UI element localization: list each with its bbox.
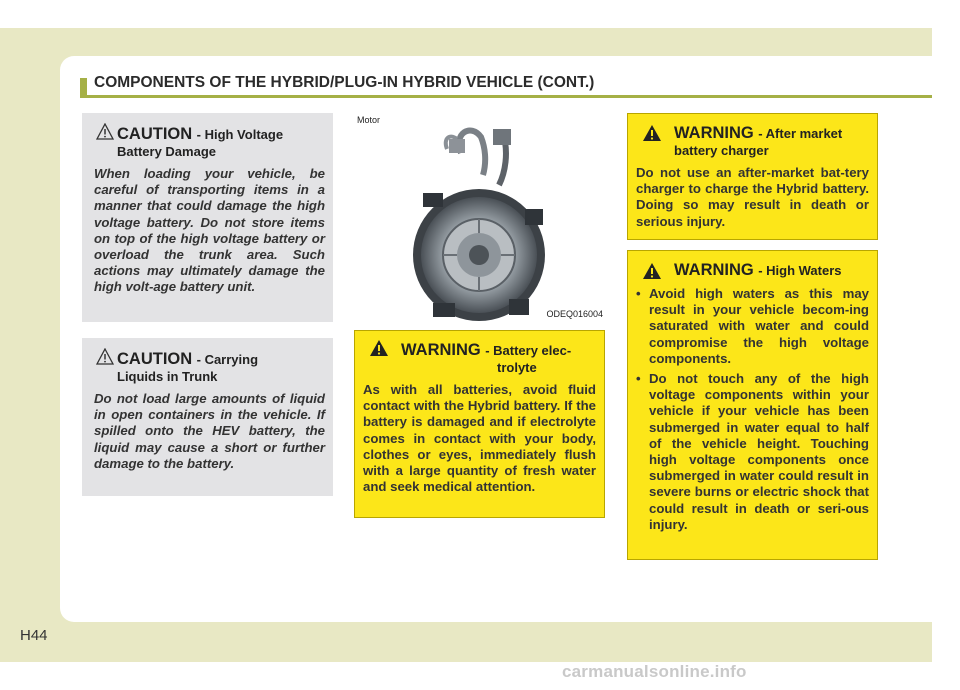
caution-body: Do not load large amounts of liquid in open containers in the vehicle. If spilled onto the HEV battery, the liquid may cause a short or further damage to the battery. bbox=[94, 391, 325, 471]
caution-title: - High Voltage bbox=[196, 127, 284, 142]
motor-photo bbox=[353, 113, 605, 321]
warning-box-electrolyte bbox=[354, 330, 605, 518]
warning-subtitle: battery charger bbox=[674, 143, 769, 158]
page-number: H44 bbox=[20, 627, 48, 644]
warning-triangle-icon bbox=[642, 124, 662, 142]
warning-subtitle: trolyte bbox=[497, 360, 537, 375]
warning-box-high-waters bbox=[627, 250, 878, 560]
photo-label: Motor bbox=[357, 115, 381, 125]
header-marker bbox=[80, 78, 87, 95]
warning-label: WARNING bbox=[674, 124, 754, 142]
warning-body: Do not use an after-market bat-tery charger to charge the Hybrid battery. Doing so may result in death or serious injury. bbox=[636, 165, 869, 229]
warning-title: - Battery elec- bbox=[485, 343, 572, 358]
warning-triangle-icon bbox=[369, 339, 389, 357]
section-title: COMPONENTS OF THE HYBRID/PLUG-IN HYBRID VEHICLE (CONT.) bbox=[94, 74, 595, 91]
warning-label: WARNING bbox=[674, 261, 754, 279]
warning-box-charger bbox=[627, 113, 878, 240]
warning-title: - After market bbox=[758, 126, 843, 141]
caution-body: When loading your vehicle, be careful of transporting items in a manner that could damage the high voltage battery. Do not store items on top of the high voltage battery or overload the trunk area. Such actions may ultimately damage the high volt-age battery unit. bbox=[94, 166, 325, 295]
warning-title: - High Waters bbox=[758, 263, 842, 278]
caution-triangle-icon bbox=[96, 123, 114, 140]
watermark: carmanualsonline.info bbox=[562, 662, 747, 681]
caution-subtitle: Liquids in Trunk bbox=[117, 369, 218, 384]
header-rule bbox=[80, 95, 932, 98]
caution-box-liquids bbox=[82, 338, 333, 496]
list-item: • Do not touch any of the high voltage components within your vehicle if your vehicle has been submerged in water equal to half of the vehicle height. Touching high voltage components once submerged in water could result in severe burns or electric shock that could result in death or seri-ous injury. bbox=[636, 371, 869, 533]
warning-label: WARNING bbox=[401, 341, 481, 359]
caution-label: CAUTION bbox=[117, 125, 193, 143]
motor-illustration bbox=[353, 113, 605, 321]
list-item: • Avoid high waters as this may result in your vehicle becom-ing saturated with water and could compromise the high voltage components. bbox=[636, 286, 869, 367]
caution-title: - Carrying bbox=[196, 352, 259, 367]
caution-triangle-icon bbox=[96, 348, 114, 365]
photo-code: ODEQ016004 bbox=[546, 309, 603, 319]
warning-body: As with all batteries, avoid fluid contact with the Hybrid battery. If the battery is damaged and if electrolyte comes in contact with your body, clothes or eyes, immediately flush with a large quantity of fresh water and seek medical attention. bbox=[363, 382, 596, 495]
section-header bbox=[80, 76, 932, 96]
warning-bullet-list bbox=[636, 286, 869, 533]
caution-subtitle: Battery Damage bbox=[117, 144, 216, 159]
caution-label: CAUTION bbox=[117, 350, 193, 368]
caution-box-high-voltage bbox=[82, 113, 333, 322]
warning-triangle-icon bbox=[642, 262, 662, 280]
